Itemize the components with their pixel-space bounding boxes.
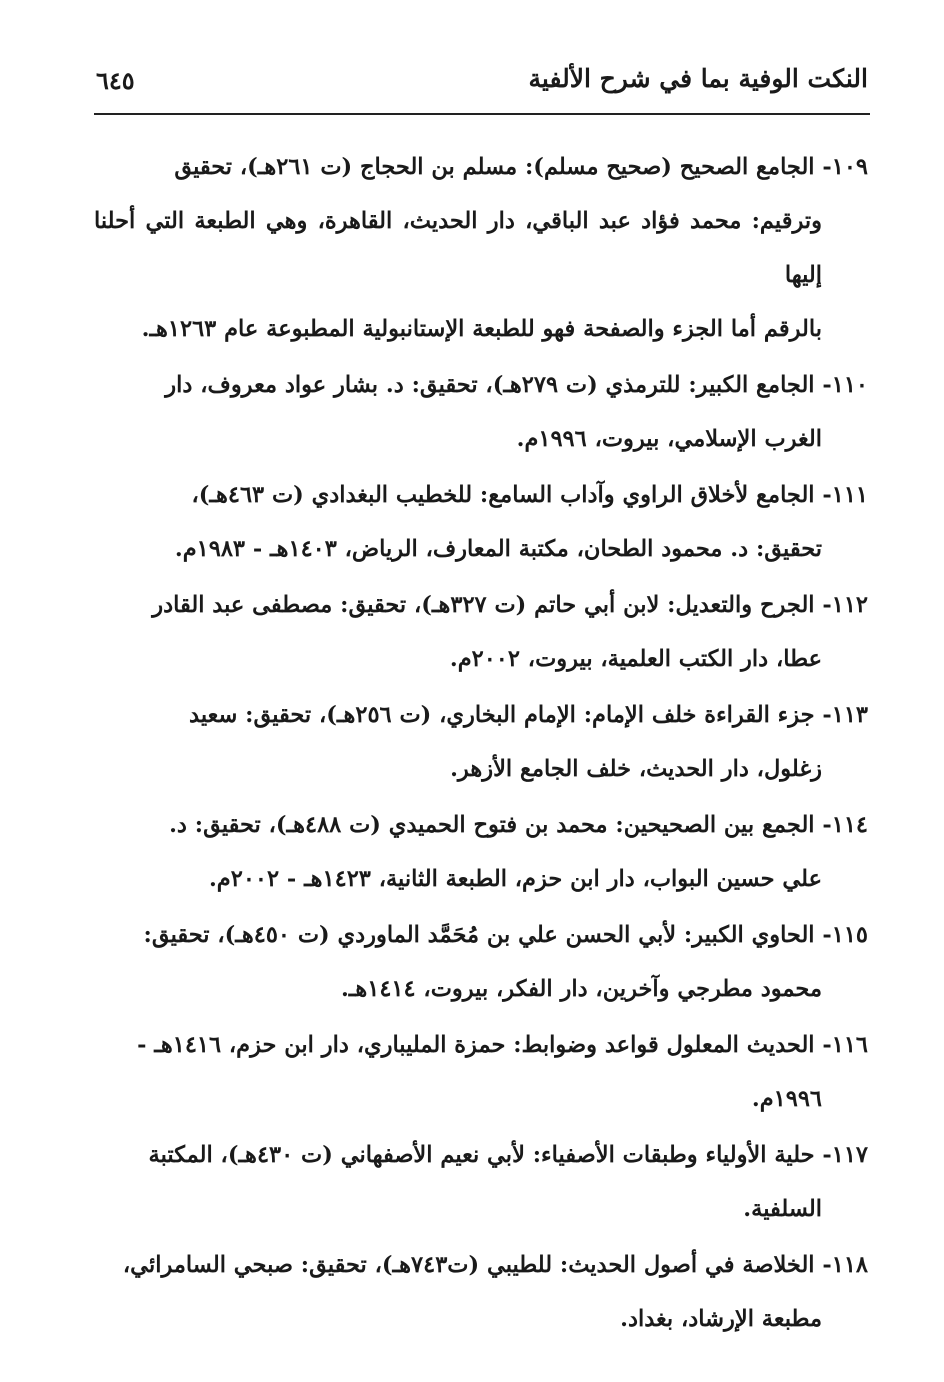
bibliography-entry-115 [94,908,868,1016]
bibliography-list [94,140,868,1348]
page-number: ٦٤٥ [96,66,135,95]
entry-line: ١٩٩٦م. [751,1086,822,1112]
entry-line: عطا، دار الكتب العلمية، بيروت، ٢٠٠٢م. [449,646,822,672]
bibliography-entry-116 [94,1018,868,1126]
running-header [94,60,868,110]
header-divider [94,113,870,115]
bibliography-entry-117 [94,1128,868,1236]
entry-line: تحقيق: د. محمود الطحان، مكتبة المعارف، الرياض، ١٤٠٣هـ - ١٩٨٣م. [174,536,822,562]
entry-line: ١١٢- الجرح والتعديل: لابن أبي حاتم (ت ٣٢٧هـ)، تحقيق: مصطفى عبد القادر [152,592,868,618]
entry-line: ١١٣- جزء القراءة خلف الإمام: الإمام البخاري، (ت ٢٥٦هـ)، تحقيق: سعيد [189,702,868,728]
entry-line: محمود مطرجي وآخرين، دار الفكر، بيروت، ١٤١٤هـ. [340,976,822,1002]
entry-line: ١١١- الجامع لأخلاق الراوي وآداب السامع: للخطيب البغدادي (ت ٤٦٣هـ)، [191,482,868,508]
book-title-header: النكت الوفية بما في شرح الألفية [528,64,868,93]
entry-line: زغلول، دار الحديث، خلف الجامع الأزهر. [450,756,822,782]
entry-line: ١١٤- الجمع بين الصحيحين: محمد بن فتوح الحميدي (ت ٤٨٨هـ)، تحقيق: د. [169,812,868,838]
entry-line: ١١٨- الخلاصة في أصول الحديث: للطيبي (ت٧٤٣هـ)، تحقيق: صبحي السامرائي، [122,1252,868,1278]
entry-line: ١٠٩- الجامع الصحيح (صحيح مسلم): مسلم بن الحجاج (ت ٢٦١هـ)، تحقيق [174,154,868,180]
entry-line: بالرقم أما الجزء والصفحة فهو للطبعة الإستانبولية المطبوعة عام ١٢٦٣هـ. [141,316,822,342]
entry-line: السلفية. [743,1196,822,1222]
entry-line: ١١٦- الحديث المعلول قواعد وضوابط: حمزة المليباري، دار ابن حزم، ١٤١٦هـ - [137,1032,868,1058]
entry-line: وترقيم: محمد فؤاد عبد الباقي، دار الحديث، القاهرة، وهي الطبعة التي أحلنا إليها [94,208,822,288]
bibliography-entry-109 [94,140,868,356]
bibliography-entry-111 [94,468,868,576]
entry-line: علي حسين البواب، دار ابن حزم، الطبعة الثانية، ١٤٢٣هـ - ٢٠٠٢م. [208,866,822,892]
entry-line: مطبعة الإرشاد، بغداد. [620,1306,822,1332]
bibliography-entry-113 [94,688,868,796]
bibliography-entry-112 [94,578,868,686]
bibliography-entry-114 [94,798,868,906]
entry-line: ١١٥- الحاوي الكبير: لأبي الحسن علي بن مُحَمَّد الماوردي (ت ٤٥٠هـ)، تحقيق: [143,922,868,948]
entry-line: ١١٠- الجامع الكبير: للترمذي (ت ٢٧٩هـ)، تحقيق: د. بشار عواد معروف، دار [165,372,868,398]
entry-line: الغرب الإسلامي، بيروت، ١٩٩٦م. [516,426,822,452]
bibliography-entry-118 [94,1238,868,1346]
bibliography-entry-110 [94,358,868,466]
entry-line: ١١٧- حلية الأولياء وطبقات الأصفياء: لأبي نعيم الأصفهاني (ت ٤٣٠هـ)، المكتبة [148,1142,868,1168]
